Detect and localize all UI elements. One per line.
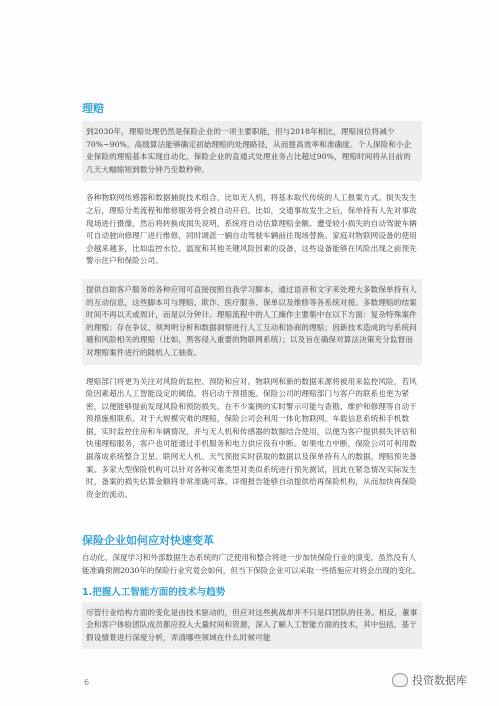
paragraph-1 [82, 121, 422, 181]
page-number: 6 [84, 678, 90, 687]
paragraph-2 [82, 187, 422, 273]
wechat-icon [392, 673, 408, 687]
paragraph-text: 理赔部门将更为关注对风险的监控、预防和应对。物联网和新的数据来源将被用来监控风险，若风险因素超出人工智能设定的阈值，将启动干预措施。保险公司的理赔部门与客户的联系也更为紧密，以便能够提前发现风险和预防损失。在不少案例的实时警示可能与查勘、维护和修理等自动干预措施相联系。对于大规模灾难的理赔，保险公司会利用一体化物联网、车载信息系统和手机数据，实时监控住房和车辆情况，并与无人机和传感器的数据结合使用，以便为客户提供损失评估和快速理赔服务，客户也可能通过手机服务和电力供应没有中断。如果电力中断，保险公司可利用数据落成系统整合卫星、联网无人机、天气预报实时获取的数据以及保单持有人的数据，理赔预先备案。多家大型保险机构可以针对各种灾难类型对类似系统进行预先测试，因此在紧急情况实际发生时，备案的损失估算金额将非常准确可靠。详细报告能够自动提供给再保险机构，从而加快再保险资金的流动。 [86, 376, 417, 499]
section-title-claims: 理赔 [82, 102, 104, 115]
content-column [82, 100, 422, 655]
paragraph-text: 到2030年，理赔处理仍然是保险企业的一项主要职能，但与2018年相比，理赔岗位将减少70%~90%。高级算法能够确定初始理赔的处理路径，从而提高效率和准确度。个人保险和小企业保险的理赔基本实现自动化，保险企业的直通式处理业务占比超过90%，理赔时间将从目前的几天大幅缩短到数分钟乃至数秒钟。 [86, 127, 412, 174]
paragraph-text: 各种物联网传感器和数据捕捉技术组合，比如无人机，将基本取代传统的人工报案方式。损失发生之后，理赔分类流程和维修服务将会被自动开启。比如，交通事故发生之后，保单持有人先对事故现场进行摄像，然后将转换成损失说明，系统将自动估算理赔金额。遭受较小损失的自动驾驶车辆可自动驶向修理厂进行维修，同时调派一辆自动驾驶车辆前往现场替换。家庭对物联网设备的使用会越来越多，比如监控水位、温度和其他关键风险因素的设备，这些设备能够在风险出现之前预先警示住户和保险公司。 [86, 193, 417, 266]
paragraph-text: 尽管行业结构方面的变化是由技术驱动的，但应对这些挑战却并不只是IT团队的任务。相反，董事会和客户体验团队成员都应投入大量时间和资源，深入了解人工智能方面的技术，其中包括，基于假设情景进行深度分析，弄清哪些领域在什么时候可能 [86, 607, 418, 642]
watermark-text: 投资数据库 [412, 674, 467, 687]
subsection-body [82, 602, 422, 650]
watermark [392, 672, 467, 688]
section-intro: 自动化、深度学习和外部数据生态系统的广泛使用和整合将进一步加快保险行业的演变。虽然没有人能准确预测2030年的保险行业究竟会如何，但当下保险企业可以采取一些措施应对将会出现的变化。 [82, 553, 421, 576]
paragraph-4 [82, 371, 422, 507]
section-title-change: 保险企业如何应对快速变革 [82, 534, 214, 548]
paragraph-text: 提供自助客户服务的各种应用可直接按照自我学习脚本，通过语音和文字来处理大多数保单持有人的互动信息，这些脚本可与理赔、欺诈、医疗服务、保单以及维修等各系统对接。多数理赔的结案时间不再以天或周计，而是以分钟计。理赔流程中的人工操作主要集中在以下方面：复杂特殊案件的理赔；存在争议、须判明分析和数据洞察进行人工互动和协商的理赔；因新技术造成的与系统问题和风险相关的理赔（比如，黑客侵入重要的物联网系统）；以及旨在确保对算法决策充分监督而对理赔案件进行的随机人工抽查。 [86, 284, 417, 357]
subsection-title: 1.把握人工智能方面的技术与趋势 [82, 586, 226, 598]
paragraph-3 [82, 279, 422, 365]
